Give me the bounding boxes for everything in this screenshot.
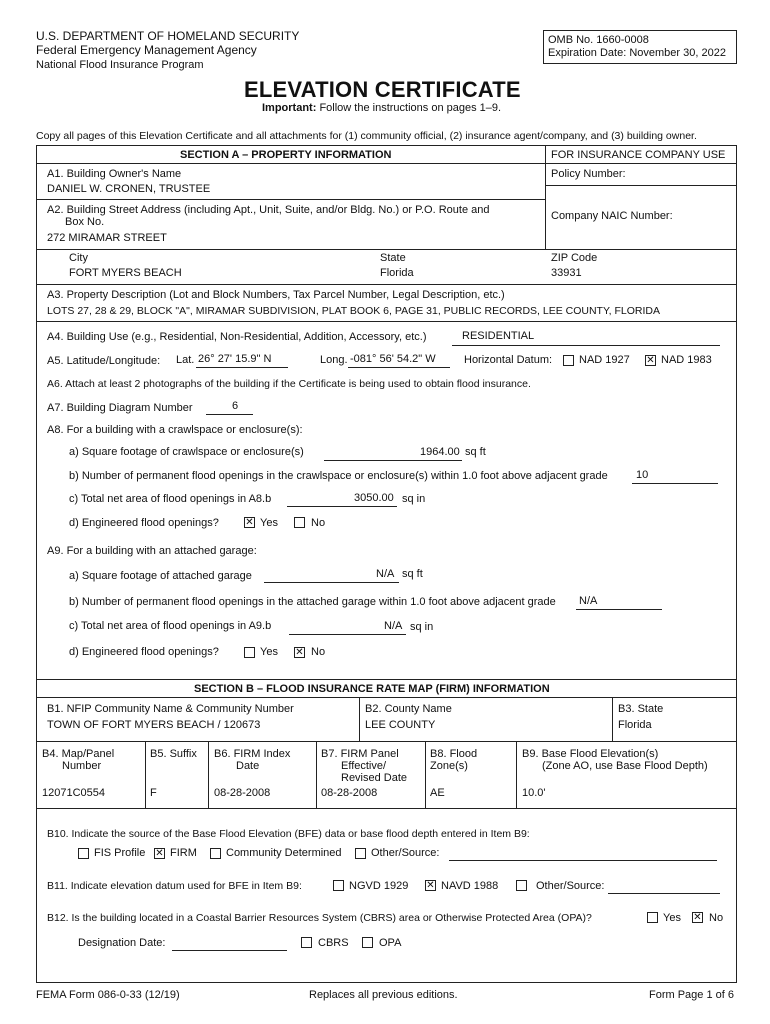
omb-box: [543, 30, 737, 64]
b1-label: B1. NFIP Community Name & Community Number: [47, 703, 294, 715]
b2-label: B2. County Name: [365, 703, 452, 715]
a4-building-use[interactable]: RESIDENTIAL: [462, 330, 535, 342]
b10-community-checkbox[interactable]: [210, 848, 221, 859]
a9a-unit: sq ft: [402, 568, 423, 580]
b4-map-panel[interactable]: 12071C0554: [42, 787, 106, 799]
a8d-no-checkbox[interactable]: [294, 517, 305, 528]
b9-label-cont: (Zone AO, use Base Flood Depth): [542, 760, 708, 772]
a8c-value[interactable]: 3050.00: [354, 492, 394, 504]
b10-community-label: Community Determined: [226, 847, 342, 859]
a9c-value[interactable]: N/A: [384, 620, 403, 632]
a8d-no-label: No: [311, 517, 326, 529]
b9-label: B9. Base Flood Elevation(s): [522, 748, 659, 760]
a8-label: A8. For a building with a crawlspace or enclosure(s):: [47, 424, 303, 436]
b12-no-label: No: [709, 912, 724, 924]
nad1983-label: NAD 1983: [661, 354, 712, 366]
opa-checkbox[interactable]: [362, 937, 373, 948]
a9d-label: d) Engineered flood openings?: [69, 646, 219, 658]
a8a-label: a) Square footage of crawlspace or enclosure(s): [69, 446, 304, 458]
form-number: FEMA Form 086-0-33 (12/19): [36, 989, 180, 1001]
b4-label: B4. Map/Panel: [42, 748, 115, 760]
section-a-title: SECTION A – PROPERTY INFORMATION: [180, 149, 392, 161]
a7-diagram-number[interactable]: 6: [232, 400, 239, 412]
state-label: State: [380, 252, 406, 264]
a9c-unit: sq in: [410, 621, 434, 633]
b11-other-label: Other/Source:: [536, 880, 605, 892]
cbrs-label: CBRS: [318, 937, 349, 949]
expiration-date: Expiration Date: November 30, 2022: [548, 47, 726, 59]
form-title: ELEVATION CERTIFICATE: [244, 77, 521, 102]
zip-value[interactable]: 33931: [551, 267, 582, 279]
b11-ngvd-checkbox[interactable]: [333, 880, 344, 891]
designation-date-field[interactable]: [172, 950, 287, 951]
b8-flood-zone[interactable]: AE: [430, 787, 445, 799]
lat-label: Lat.: [176, 354, 195, 366]
a9d-yes-checkbox[interactable]: [244, 647, 255, 658]
b3-state[interactable]: Florida: [618, 719, 652, 731]
cbrs-checkbox[interactable]: [301, 937, 312, 948]
b12-no-checkbox[interactable]: [692, 912, 703, 923]
state-value[interactable]: Florida: [380, 267, 414, 279]
nad1927-checkbox[interactable]: [563, 355, 574, 366]
a9a-value[interactable]: N/A: [376, 568, 395, 580]
b11-label: B11. Indicate elevation datum used for BFE in Item B9:: [47, 880, 302, 892]
b10-fis-checkbox[interactable]: [78, 848, 89, 859]
agency-name: Federal Emergency Management Agency: [36, 43, 257, 57]
a8d-yes-checkbox[interactable]: [244, 517, 255, 528]
a8b-value[interactable]: 10: [636, 469, 649, 481]
b7-label-cont: Effective/: [341, 760, 387, 772]
b11-other-source-field[interactable]: [608, 893, 720, 894]
page-number: Form Page 1 of 6: [649, 989, 734, 1001]
a8b-label: b) Number of permanent flood openings in the crawlspace or enclosure(s) within 1.0 foot above adjacent grade: [69, 470, 608, 482]
section-b-title: SECTION B – FLOOD INSURANCE RATE MAP (FIRM) INFORMATION: [194, 683, 550, 695]
city-value[interactable]: FORT MYERS BEACH: [69, 267, 182, 279]
a8c-label: c) Total net area of flood openings in A8.b: [69, 493, 272, 505]
b12-yes-label: Yes: [663, 912, 681, 924]
zip-label: ZIP Code: [551, 252, 598, 264]
b10-label: B10. Indicate the source of the Base Flood Elevation (BFE) data or base flood depth entered in Item B9:: [47, 828, 530, 840]
a9d-no-label: No: [311, 646, 326, 658]
b12-label: B12. Is the building located in a Coastal Barrier Resources System (CBRS) area or Otherwise Protected Area (OPA)?: [47, 912, 592, 924]
a8c-unit: sq in: [402, 493, 426, 505]
copy-instructions: Copy all pages of this Elevation Certificate and all attachments for (1) community official, (2) insurance agent/company, and (3) building owner.: [36, 130, 697, 142]
a2-label: A2. Building Street Address (including Apt., Unit, Suite, and/or Bldg. No.) or P.O. Route and: [47, 204, 490, 216]
important-label: Important:: [262, 102, 317, 114]
a9b-value[interactable]: N/A: [579, 595, 598, 607]
b1-community[interactable]: TOWN OF FORT MYERS BEACH / 120673: [47, 719, 261, 731]
b5-label: B5. Suffix: [150, 748, 197, 760]
a8a-unit: sq ft: [465, 446, 486, 458]
b7-label: B7. FIRM Panel: [321, 748, 399, 760]
insurance-use-header: FOR INSURANCE COMPANY USE: [551, 149, 726, 161]
b7-label-cont2: Revised Date: [341, 772, 408, 784]
b7-firm-panel-date[interactable]: 08-28-2008: [321, 787, 378, 799]
a8d-label: d) Engineered flood openings?: [69, 517, 219, 529]
b10-firm-checkbox[interactable]: [154, 848, 165, 859]
a7-label: A7. Building Diagram Number: [47, 402, 193, 414]
b2-county[interactable]: LEE COUNTY: [365, 719, 436, 731]
b11-other-checkbox[interactable]: [516, 880, 527, 891]
a2-street-address[interactable]: 272 MIRAMAR STREET: [47, 232, 167, 244]
important-note: [262, 102, 501, 114]
a8d-yes-label: Yes: [260, 517, 278, 529]
b10-other-checkbox[interactable]: [355, 848, 366, 859]
a9c-label: c) Total net area of flood openings in A9.b: [69, 620, 272, 632]
policy-number-label: Policy Number:: [551, 168, 626, 180]
b6-firm-index-date[interactable]: 08-28-2008: [214, 787, 271, 799]
b5-suffix[interactable]: F: [150, 787, 157, 799]
a4-label: A4. Building Use (e.g., Residential, Non-Residential, Addition, Accessory, etc.): [47, 331, 427, 343]
a1-owner-name[interactable]: DANIEL W. CRONEN, TRUSTEE: [47, 183, 211, 195]
department-name: U.S. DEPARTMENT OF HOMELAND SECURITY: [36, 29, 300, 43]
b11-navd-checkbox[interactable]: [425, 880, 436, 891]
a9d-yes-label: Yes: [260, 646, 278, 658]
a3-property-description[interactable]: LOTS 27, 28 & 29, BLOCK "A", MIRAMAR SUBDIVISION, PLAT BOOK 6, PAGE 31, PUBLIC RECORDS, LEE COUNTY, FLORIDA: [47, 305, 660, 317]
b6-label: B6. FIRM Index: [214, 748, 291, 760]
a6-label: A6. Attach at least 2 photographs of the building if the Certificate is being used to obtain flood insurance.: [47, 378, 531, 390]
a9-label: A9. For a building with an attached garage:: [47, 545, 257, 557]
b8-label: B8. Flood: [430, 748, 478, 760]
b10-other-label: Other/Source:: [371, 847, 440, 859]
a9d-no-checkbox[interactable]: [294, 647, 305, 658]
b10-fis-label: FIS Profile: [94, 847, 146, 859]
a8a-value[interactable]: 1964.00: [420, 446, 460, 458]
b8-label-cont: Zone(s): [430, 760, 468, 772]
b10-firm-label: FIRM: [170, 847, 197, 859]
city-label: City: [69, 252, 88, 264]
nad1927-label: NAD 1927: [579, 354, 630, 366]
naic-number-label: Company NAIC Number:: [551, 210, 673, 222]
a2-label-cont: Box No.: [65, 216, 105, 228]
b4-label-cont: Number: [62, 760, 102, 772]
b11-navd-label: NAVD 1988: [441, 880, 499, 892]
b6-label-cont: Date: [236, 760, 260, 772]
a9a-label: a) Square footage of attached garage: [69, 570, 252, 582]
b10-other-source-field[interactable]: [449, 860, 717, 861]
replaces-note: Replaces all previous editions.: [309, 989, 458, 1001]
program-name: National Flood Insurance Program: [36, 59, 204, 71]
a3-label: A3. Property Description (Lot and Block Numbers, Tax Parcel Number, Legal Description, etc.): [47, 289, 505, 301]
b9-base-flood-elevation[interactable]: 10.0': [522, 787, 546, 799]
a9b-label: b) Number of permanent flood openings in the attached garage within 1.0 foot above adjacent grade: [69, 596, 556, 608]
long-label: Long.: [320, 354, 348, 366]
opa-label: OPA: [379, 937, 402, 949]
horizontal-datum-label: Horizontal Datum:: [464, 354, 553, 366]
a5-label: A5. Latitude/Longitude:: [47, 355, 161, 367]
important-text: Follow the instructions on pages 1–9.: [319, 102, 502, 114]
omb-number: OMB No. 1660-0008: [548, 34, 649, 46]
nad1983-checkbox[interactable]: [645, 355, 656, 366]
b12-yes-checkbox[interactable]: [647, 912, 658, 923]
b3-label: B3. State: [618, 703, 664, 715]
longitude-value[interactable]: -081° 56' 54.2" W: [350, 353, 436, 365]
a1-label: A1. Building Owner's Name: [47, 168, 182, 180]
b11-ngvd-label: NGVD 1929: [349, 880, 409, 892]
designation-date-label: Designation Date:: [78, 937, 166, 949]
latitude-value[interactable]: 26° 27' 15.9" N: [198, 353, 272, 365]
